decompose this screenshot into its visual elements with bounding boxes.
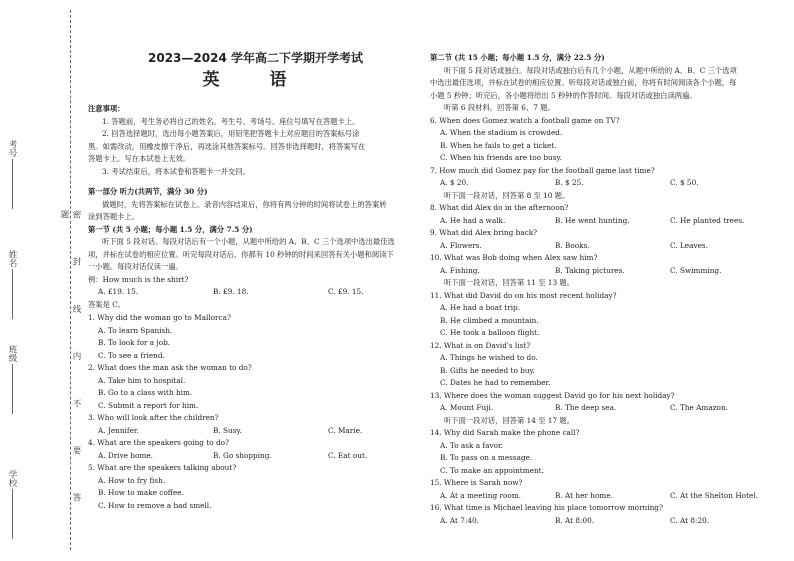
option-row (430, 265, 780, 278)
example-question: 例：How much is the shirt? (88, 274, 189, 284)
option: B. Gifts he needed to buy. (440, 365, 536, 375)
name-field: 姓名 (6, 250, 18, 319)
option: A. To ask a favor. (440, 440, 503, 450)
option: C. Eat out. (328, 450, 368, 460)
question-stem: 10. What was Bob doing when Alex saw him? (430, 253, 598, 262)
option: B. When he fails to get a ticket. (440, 140, 557, 150)
option: C. He took a balloon flight. (440, 328, 540, 337)
option: C. At the Shelton Hotel. (670, 490, 758, 500)
question-stem: 7. How much did Gomez pay for the football game last time? (430, 165, 655, 175)
section1-desc: 一小题。每段对话仅读一遍。 (88, 262, 183, 271)
question-stem: 1. Why did the woman go to Mallorca? (88, 313, 231, 322)
option: B. At her home. (555, 490, 613, 500)
exam-title: 2023—2024 学年高二下学期开学考试 (148, 51, 363, 65)
option: B. $ 25. (555, 178, 584, 187)
group-instruction: 听下面一段对话，回答第 8 至 10 题。 (444, 190, 570, 200)
option: C. $ 50. (670, 178, 699, 187)
option: C. To make an appointment. (440, 465, 544, 475)
seal-line-warning: 密 封 线 内 不 要 答 题 (59, 210, 81, 520)
option: C. How to remove a bad smell. (98, 500, 212, 510)
option: C. Dates he had to remember. (440, 378, 551, 387)
option: B. How to make coffee. (98, 488, 184, 497)
option: A. £19. 15. (98, 287, 139, 296)
option: B. To look for a job. (98, 338, 171, 347)
option-row (430, 490, 780, 503)
option: A. Fishing. (440, 265, 480, 275)
class-field: 班级 (6, 345, 18, 414)
question-stem: 2. What does the man ask the woman to do? (88, 363, 252, 372)
option: A. He had a walk. (440, 215, 506, 225)
section1-desc: 项，并标在试卷的相应位置。听完每段对话后，你都有 10 秒钟的时间来回答有关小题和阅读下 (88, 249, 394, 259)
option: C. He planted trees. (670, 215, 745, 225)
option: C. Submit a report for him. (98, 400, 199, 410)
group-instruction: 听下面一段对话，回答第 11 至 13 题。 (444, 278, 575, 287)
notice-line: 答题卡上。写在本试卷上无效。 (88, 154, 191, 163)
option-row (430, 215, 780, 228)
option: A. $ 20. (440, 178, 469, 187)
option: B. Go to a class with him. (98, 388, 193, 397)
option: A. Flowers. (440, 240, 482, 250)
question-stem: 14. Why did Sarah make the phone call? (430, 428, 580, 437)
question-stem: 8. What did Alex do in the afternoon? (430, 203, 569, 212)
option: C. Marie. (328, 425, 363, 435)
subject-title: 英 语 (202, 70, 309, 90)
binding-margin (0, 0, 84, 561)
option: C. £9. 15. (328, 287, 364, 296)
option: A. How to fry fish. (98, 475, 166, 485)
option-row (88, 450, 423, 463)
option: B. He went hunting. (555, 215, 630, 225)
option: B. To pass on a message. (440, 453, 533, 462)
option: A. At a meeting room. (440, 490, 521, 500)
section1-desc: 听下面 5 段对话。每段对话后有一个小题，从题中所给的 A、B、C 三个选项中选出最佳选 (102, 237, 395, 246)
question-stem: 12. What is on David's list? (430, 340, 531, 350)
example-options (88, 286, 423, 299)
notice-title: 注意事项： (88, 104, 125, 113)
question-stem: 11. What did David do on his most recent holiday? (430, 290, 617, 300)
question-stem: 3. Who will look after the children? (88, 413, 219, 422)
option: B. The deep sea. (555, 403, 617, 412)
question-stem: 5. What are the speakers talking about? (88, 463, 237, 472)
group-instruction: 听下面一段对话，回答第 14 至 17 题。 (444, 415, 575, 425)
part1-heading: 第一部分 听力(共两节，满分 30 分) (88, 187, 208, 196)
question-stem: 15. Where is Sarah now? (430, 478, 523, 487)
option: C. At 8:20. (670, 515, 710, 525)
group-instruction: 听第 6 段材料，回答第 6、7 题。 (444, 103, 555, 112)
notice-line: 1. 答题前，考生务必将自己的姓名、考生号、考场号、座位号填写在答题卡上。 (102, 116, 360, 126)
example-answer: 答案是 C。 (88, 299, 126, 309)
option: C. Swimming. (670, 265, 722, 275)
option: B. He climbed a mountain. (440, 315, 539, 325)
question-list (88, 312, 423, 512)
section2-heading: 第二节 (共 15 小题；每小题 1.5 分，满分 22.5 分) (430, 53, 605, 62)
question-stem: 4. What are the speakers going to do? (88, 438, 229, 447)
option-row (88, 425, 423, 438)
question-stem: 6. When does Gomez watch a football game on TV? (430, 115, 620, 125)
question-stem: 13. Where does the woman suggest David go for his next holiday? (430, 390, 675, 400)
option: A. He had a boat trip. (440, 303, 521, 312)
option: A. Things he wished to do. (440, 353, 538, 362)
option: B. At 8:00. (555, 515, 595, 525)
question-stem: 9. What did Alex bring back? (430, 228, 538, 237)
part1-desc: 涂到答题卡上。 (88, 212, 140, 221)
option: A. Take him to hospital. (98, 375, 186, 385)
section2-desc: 小题 5 秒钟；听完后，各小题将给出 5 秒钟的作答时间。每段对话或独白读两遍。 (430, 90, 697, 100)
part1-block (88, 186, 423, 311)
option: B. Books. (555, 240, 590, 250)
notice-line: 黑。如需改动，用橡皮擦干净后，再选涂其他答案标号。回答非选择题时，将答案写在 (88, 141, 366, 151)
option: C. The Amazon. (670, 403, 728, 412)
notice-block (88, 103, 423, 178)
option: A. Jennifer. (98, 425, 139, 435)
option: C. When his friends are too busy. (440, 153, 562, 162)
option: A. Mount Fuji. (440, 403, 494, 412)
option: A. At 7:40. (440, 515, 480, 525)
part1-desc: 做题时，先将答案标在试卷上。录音内容结束后，你将有两分钟的时间将试卷上的答案转 (102, 199, 387, 209)
option: C. To see a friend. (98, 350, 165, 360)
option: A. When the stadium is crowded. (440, 128, 563, 137)
option: A. Drive home. (98, 450, 153, 460)
question-list (430, 102, 780, 527)
exam-number-field: 考号 (6, 140, 18, 209)
section2-desc: 中选出最佳选项，并标在试卷的相应位置。听每段对话或独白前，你将有时间阅读各个小题，每 (430, 78, 737, 87)
option: A. To learn Spanish. (98, 325, 173, 335)
option: B. Susy. (213, 425, 242, 435)
school-field: 学校 (6, 470, 18, 539)
option-row (430, 515, 780, 528)
option: B. Go shopping. (213, 450, 272, 460)
option-row (430, 402, 780, 415)
section1-heading: 第一节 (共 5 小题；每小题 1.5 分，满分 7.5 分) (88, 224, 253, 234)
option: C. Leaves. (670, 240, 708, 250)
option: B. £9. 18. (213, 287, 249, 296)
option: B. Taking pictures. (555, 265, 625, 275)
section2-block (430, 52, 780, 102)
section2-desc: 听下面 5 段对话或独白。每段对话或独白后有几个小题，从题中所给的 A、B、C 三个选项 (444, 65, 737, 75)
notice-line: 2. 回答选择题时，选出每小题答案后，用铅笔把答题卡上对应题目的答案标号涂 (102, 129, 360, 138)
option-row (430, 177, 780, 190)
notice-line: 3. 考试结束后，将本试卷和答题卡一并交回。 (102, 166, 250, 176)
question-stem: 16. What time is Michael leaving his place tomorrow morning? (430, 503, 663, 512)
option-row (430, 240, 780, 253)
